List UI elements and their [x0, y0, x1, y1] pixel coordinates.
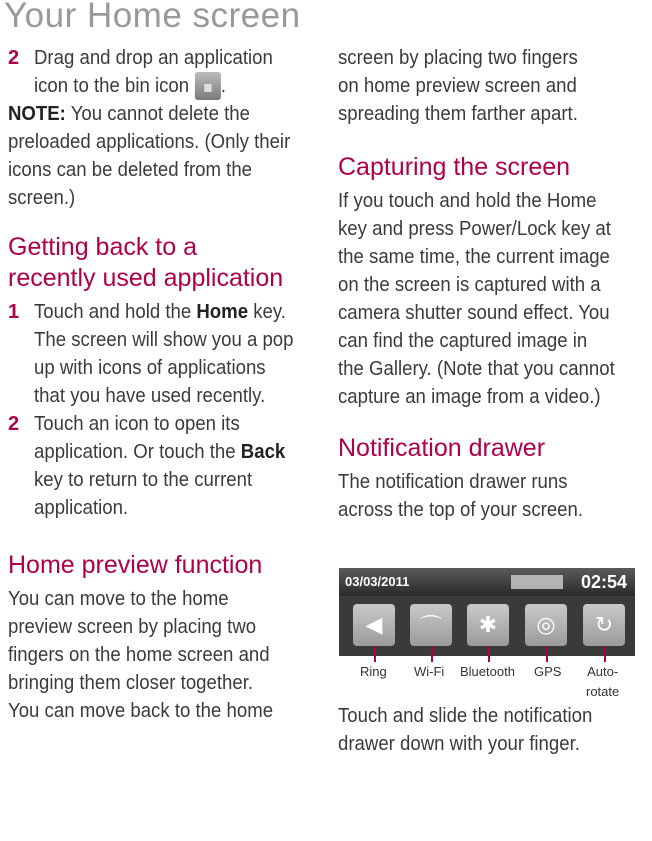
home-key-label: Home	[196, 301, 249, 323]
label-gps: GPS	[534, 664, 562, 679]
section-heading-capture: Capturing the screen	[338, 153, 571, 181]
status-bar	[339, 568, 635, 596]
status-date: 03/03/2011	[345, 574, 410, 589]
right-column	[338, 44, 638, 524]
wifi-icon: ⌒	[410, 604, 452, 646]
label-wifi: Wi-Fi	[414, 664, 445, 679]
note-label: NOTE:	[8, 103, 66, 125]
callout-line	[604, 646, 606, 662]
gps-icon: ◎	[525, 604, 567, 646]
preview-paragraph: You can move to the home preview screen by placing two fingers on the home screen and bringing them closer together. You can move back to the home	[8, 588, 274, 722]
notification-bar-image	[339, 568, 635, 656]
bluetooth-icon: ✱	[467, 604, 509, 646]
status-time: 02:54	[580, 572, 627, 592]
preview-continued-paragraph: screen by placing two fingers on home preview screen and spreading them farther apart.	[338, 47, 578, 125]
rotate-icon: ↻	[583, 604, 625, 646]
callout-line	[431, 646, 433, 662]
page-title: Your Home screen	[4, 0, 301, 35]
step-text-line: icon to the bin icon .	[34, 72, 289, 100]
step-number: 2	[8, 413, 20, 435]
left-column	[8, 44, 308, 725]
drawer-paragraph: The notification drawer runs across the top of your screen.	[338, 471, 584, 521]
note-paragraph: NOTE: You cannot delete the preloaded applications. (Only their icons can be deleted from the screen.)	[8, 103, 291, 209]
step-number: 2	[8, 47, 20, 69]
callout-line	[374, 646, 376, 662]
step-2-recent: 2 Touch an icon to open its application. Or touch the Back key to return to the current application.	[8, 410, 308, 522]
label-bluetooth: Bluetooth	[460, 664, 515, 679]
step-1-recent: 1 Touch and hold the Home key. The screen will show you a pop up with icons of applications that you have used recently.	[8, 298, 308, 410]
callout-line	[488, 646, 490, 662]
section-heading-preview: Home preview function	[8, 551, 263, 579]
label-ring: Ring	[360, 664, 387, 679]
bin-icon	[195, 72, 221, 100]
speaker-icon: ◀	[353, 604, 395, 646]
section-heading-recent: Getting back to a recently used application	[8, 233, 284, 292]
step-number: 1	[8, 301, 20, 323]
capture-paragraph: If you touch and hold the Home key and press Power/Lock key at the same time, the current image on the screen is captured with a camera shutter sound effect. You can find the captured image in the Gallery. (Note that you cannot capture an image from a video.)	[338, 190, 615, 408]
drawer-after-paragraph: Touch and slide the notification drawer down with your finger.	[338, 705, 593, 755]
label-auto-rotate: Auto- rotate	[586, 664, 620, 699]
step-text-line: Drag and drop an application	[34, 47, 273, 69]
back-key-label: Back	[240, 441, 286, 463]
signal-battery-icon	[511, 575, 563, 589]
step-2-drag	[8, 44, 308, 100]
callout-line	[546, 646, 548, 662]
section-heading-drawer: Notification drawer	[338, 434, 546, 462]
